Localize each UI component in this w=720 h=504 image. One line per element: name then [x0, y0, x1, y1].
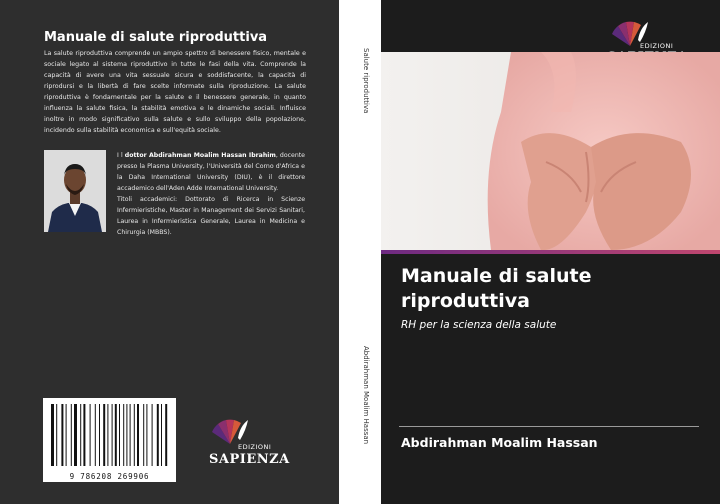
accent-line — [381, 250, 720, 254]
barcode-bar — [152, 404, 153, 466]
author-portrait-image — [44, 150, 106, 232]
barcode-bar — [123, 404, 124, 466]
barcode-bar — [112, 404, 113, 466]
barcode — [43, 398, 176, 482]
barcode-bar — [119, 404, 120, 466]
fan-icon — [208, 418, 252, 444]
spine-title: Salute riproduttiva — [362, 48, 370, 114]
author-bio-name: dottor Abdirahman Moalim Hassan Ibrahim — [124, 152, 276, 159]
barcode-bar — [61, 404, 63, 466]
cover-photo — [381, 52, 720, 250]
barcode-bar — [126, 404, 127, 466]
barcode-bar — [143, 404, 144, 466]
pregnant-belly-image — [381, 52, 720, 250]
author-bio — [117, 150, 305, 238]
barcode-bar — [137, 404, 139, 466]
barcode-bar — [80, 404, 81, 466]
spine-author: Abdirahman Moalim Hassan — [362, 346, 370, 445]
front-cover-title: Manuale di salute riproduttiva — [401, 265, 592, 312]
author-photo — [44, 150, 106, 232]
publisher-small-label-front: EDIZIONI — [640, 42, 674, 50]
publisher-small-label-back: EDIZIONI — [238, 443, 272, 451]
barcode-bar — [134, 404, 135, 466]
barcode-bar — [99, 404, 100, 466]
author-divider — [399, 426, 699, 427]
front-cover-subtitle: RH per la scienza della salute — [401, 319, 557, 331]
barcode-bar — [130, 404, 131, 466]
barcode-bars — [43, 398, 176, 468]
barcode-bar — [161, 404, 162, 466]
publisher-name-back: SAPIENZA — [209, 452, 290, 467]
barcode-bar — [95, 404, 96, 466]
author-bio-prefix: I l — [117, 152, 125, 159]
back-cover-title: Manuale di salute riproduttiva — [44, 30, 268, 45]
barcode-bar — [66, 404, 67, 466]
barcode-bar — [83, 404, 85, 466]
barcode-bar — [146, 404, 147, 466]
barcode-bar — [157, 404, 159, 466]
author-bio-text: , docente presso la Plasma University, l'Università del Corno d'Africa e la Daha International University (DIU), è il direttore accademico dell'Aden Adde International University. — [117, 152, 305, 192]
barcode-bar — [103, 404, 105, 466]
barcode-bar — [90, 404, 91, 466]
barcode-bar — [71, 404, 72, 466]
barcode-bar — [115, 404, 117, 466]
barcode-bar — [74, 404, 77, 466]
barcode-bar — [107, 404, 108, 466]
barcode-bar — [165, 404, 167, 466]
front-cover-author: Abdirahman Moalim Hassan — [401, 435, 598, 450]
back-cover-description: La salute riproduttiva comprende un ampio spettro di benessere fisico, mentale e sociale legato al sistema riproduttivo in tutte le fasi della vita. Comprende la capacità di avere una vita sessuale sicura e soddisfacente, la capacità di riprodursi e la libertà di fare scelte informate sulla riproduzione. La salute riproduttiva è fondamentale per la salute e il benessere generale, in quanto influenza la salute fisica, la stabilità emotiva e le dinamiche sociali. Influisce inoltre in modo significativo sulla salute e sullo sviluppo della popolazione, incidendo sulla stabilità economica e sull'equità sociale. — [44, 50, 306, 134]
author-bio-titles: Titoli accademici: Dottorato di Ricerca in Scienze Infermieristiche, Master in Management dei Servizi Sanitari, Laurea in Infermieristica Generale, Laurea in Medicina e Chirurgia (MBBS). — [117, 196, 305, 236]
barcode-bar — [56, 404, 57, 466]
barcode-bar — [51, 404, 54, 466]
barcode-number: 9 786208 269906 — [69, 472, 150, 481]
